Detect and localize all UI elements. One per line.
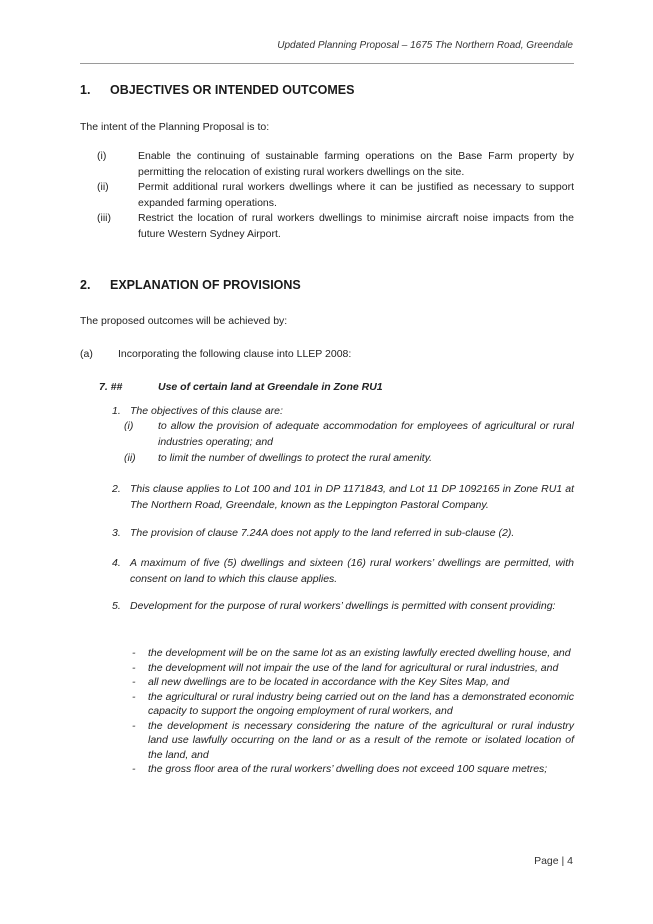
bullet-text: the development is necessary considering the nature of the agricultural or rural industry land use lawfully occurring on the land or as a result of the remote or isolated location of the land, and	[148, 719, 574, 761]
provision-item-a	[80, 347, 574, 363]
list-item-text: Permit additional rural workers dwellings where it can be justified as necessary to support expanded farming operations.	[138, 181, 574, 209]
bullet-marker: -	[132, 763, 136, 775]
subclause-text: Development for the purpose of rural workers’ dwellings is permitted with consent providing:	[130, 600, 556, 612]
running-header: Updated Planning Proposal – 1675 The Northern Road, Greendale	[277, 40, 573, 51]
subclause-1-item	[124, 451, 574, 467]
bullet-text: the agricultural or rural industry being carried out on the land has a demonstrated economic capacity to support the ongoing employment of rural workers, and	[148, 690, 574, 717]
objectives-list	[97, 149, 574, 242]
section-title: EXPLANATION OF PROVISIONS	[110, 278, 301, 292]
clause-number: 7. ##	[99, 381, 123, 393]
subitem-marker: (ii)	[124, 452, 136, 464]
section-1-intro: The intent of the Planning Proposal is to:	[80, 121, 270, 133]
bullet-text: the gross floor area of the rural workers’ dwelling does not exceed 100 square metres;	[148, 763, 548, 775]
list-item	[132, 719, 574, 763]
subitem-text: to limit the number of dwellings to protect the rural amenity.	[158, 452, 433, 464]
list-item	[132, 661, 574, 676]
list-item	[97, 149, 574, 180]
section-number: 2.	[80, 278, 91, 292]
list-item-text: Enable the continuing of sustainable farming operations on the Base Farm property by permitting the relocation of existing rural workers dwellings on the site.	[138, 150, 574, 178]
list-item-text: Restrict the location of rural workers dwellings to minimise aircraft noise impacts from the future Western Sydney Airport.	[138, 212, 574, 240]
section-number: 1.	[80, 83, 91, 97]
subclause-marker: 1.	[112, 405, 121, 417]
page-number: Page | 4	[534, 855, 573, 867]
section-2-heading	[80, 278, 301, 292]
subclause-4	[112, 556, 574, 587]
subclause-2	[112, 482, 574, 513]
subclause-1-item	[124, 419, 574, 450]
bullet-marker: -	[132, 676, 136, 688]
list-item	[97, 180, 574, 211]
subclause-3	[112, 526, 574, 542]
list-item	[132, 690, 574, 719]
bullet-marker: -	[132, 661, 136, 674]
list-item	[132, 762, 574, 777]
subitem-marker: (i)	[124, 420, 134, 432]
bullet-marker: -	[132, 690, 136, 703]
subclause-text: The provision of clause 7.24A does not apply to the land referred in sub-clause (2).	[130, 527, 515, 539]
subitem-text: to allow the provision of adequate accommodation for employees of agricultural or rural industries operating; and	[158, 420, 574, 448]
clause-title: Use of certain land at Greendale in Zone RU1	[158, 381, 383, 393]
subclause-marker: 5.	[112, 600, 121, 612]
subclause-text: This clause applies to Lot 100 and 101 in DP 1171843, and Lot 11 DP 1092165 in Zone RU1 at The Northern Road, Greendale, known as the Leppington Pastoral Company.	[130, 483, 574, 511]
list-item	[132, 646, 574, 661]
list-marker: (i)	[97, 150, 107, 162]
subclause-text: The objectives of this clause are:	[130, 405, 283, 417]
section-2-intro: The proposed outcomes will be achieved by:	[80, 315, 288, 327]
bullet-text: all new dwellings are to be located in accordance with the Key Sites Map, and	[148, 676, 510, 688]
section-title: OBJECTIVES OR INTENDED OUTCOMES	[110, 83, 355, 97]
conditions-list	[132, 646, 574, 777]
subclause-5	[112, 599, 574, 615]
item-text: Incorporating the following clause into LLEP 2008:	[118, 348, 352, 360]
bullet-text: the development will not impair the use of the land for agricultural or rural industries, and	[148, 661, 559, 674]
bullet-marker: -	[132, 719, 136, 732]
subclause-marker: 2.	[112, 483, 121, 495]
clause-heading	[99, 380, 593, 396]
bullet-text: the development will be on the same lot as an existing lawfully erected dwelling house, and	[148, 647, 571, 659]
bullet-marker: -	[132, 647, 136, 659]
item-marker: (a)	[80, 348, 93, 360]
list-marker: (iii)	[97, 212, 111, 224]
list-item	[132, 675, 574, 690]
list-item	[97, 211, 574, 242]
subclause-1	[112, 404, 574, 420]
list-marker: (ii)	[97, 181, 109, 193]
subclause-text: A maximum of five (5) dwellings and sixteen (16) rural workers’ dwellings are permitted, with consent on land to which this clause applies.	[130, 557, 574, 585]
subclause-marker: 3.	[112, 527, 121, 539]
header-divider	[80, 63, 574, 64]
subclause-marker: 4.	[112, 557, 121, 569]
section-1-heading	[80, 83, 354, 97]
